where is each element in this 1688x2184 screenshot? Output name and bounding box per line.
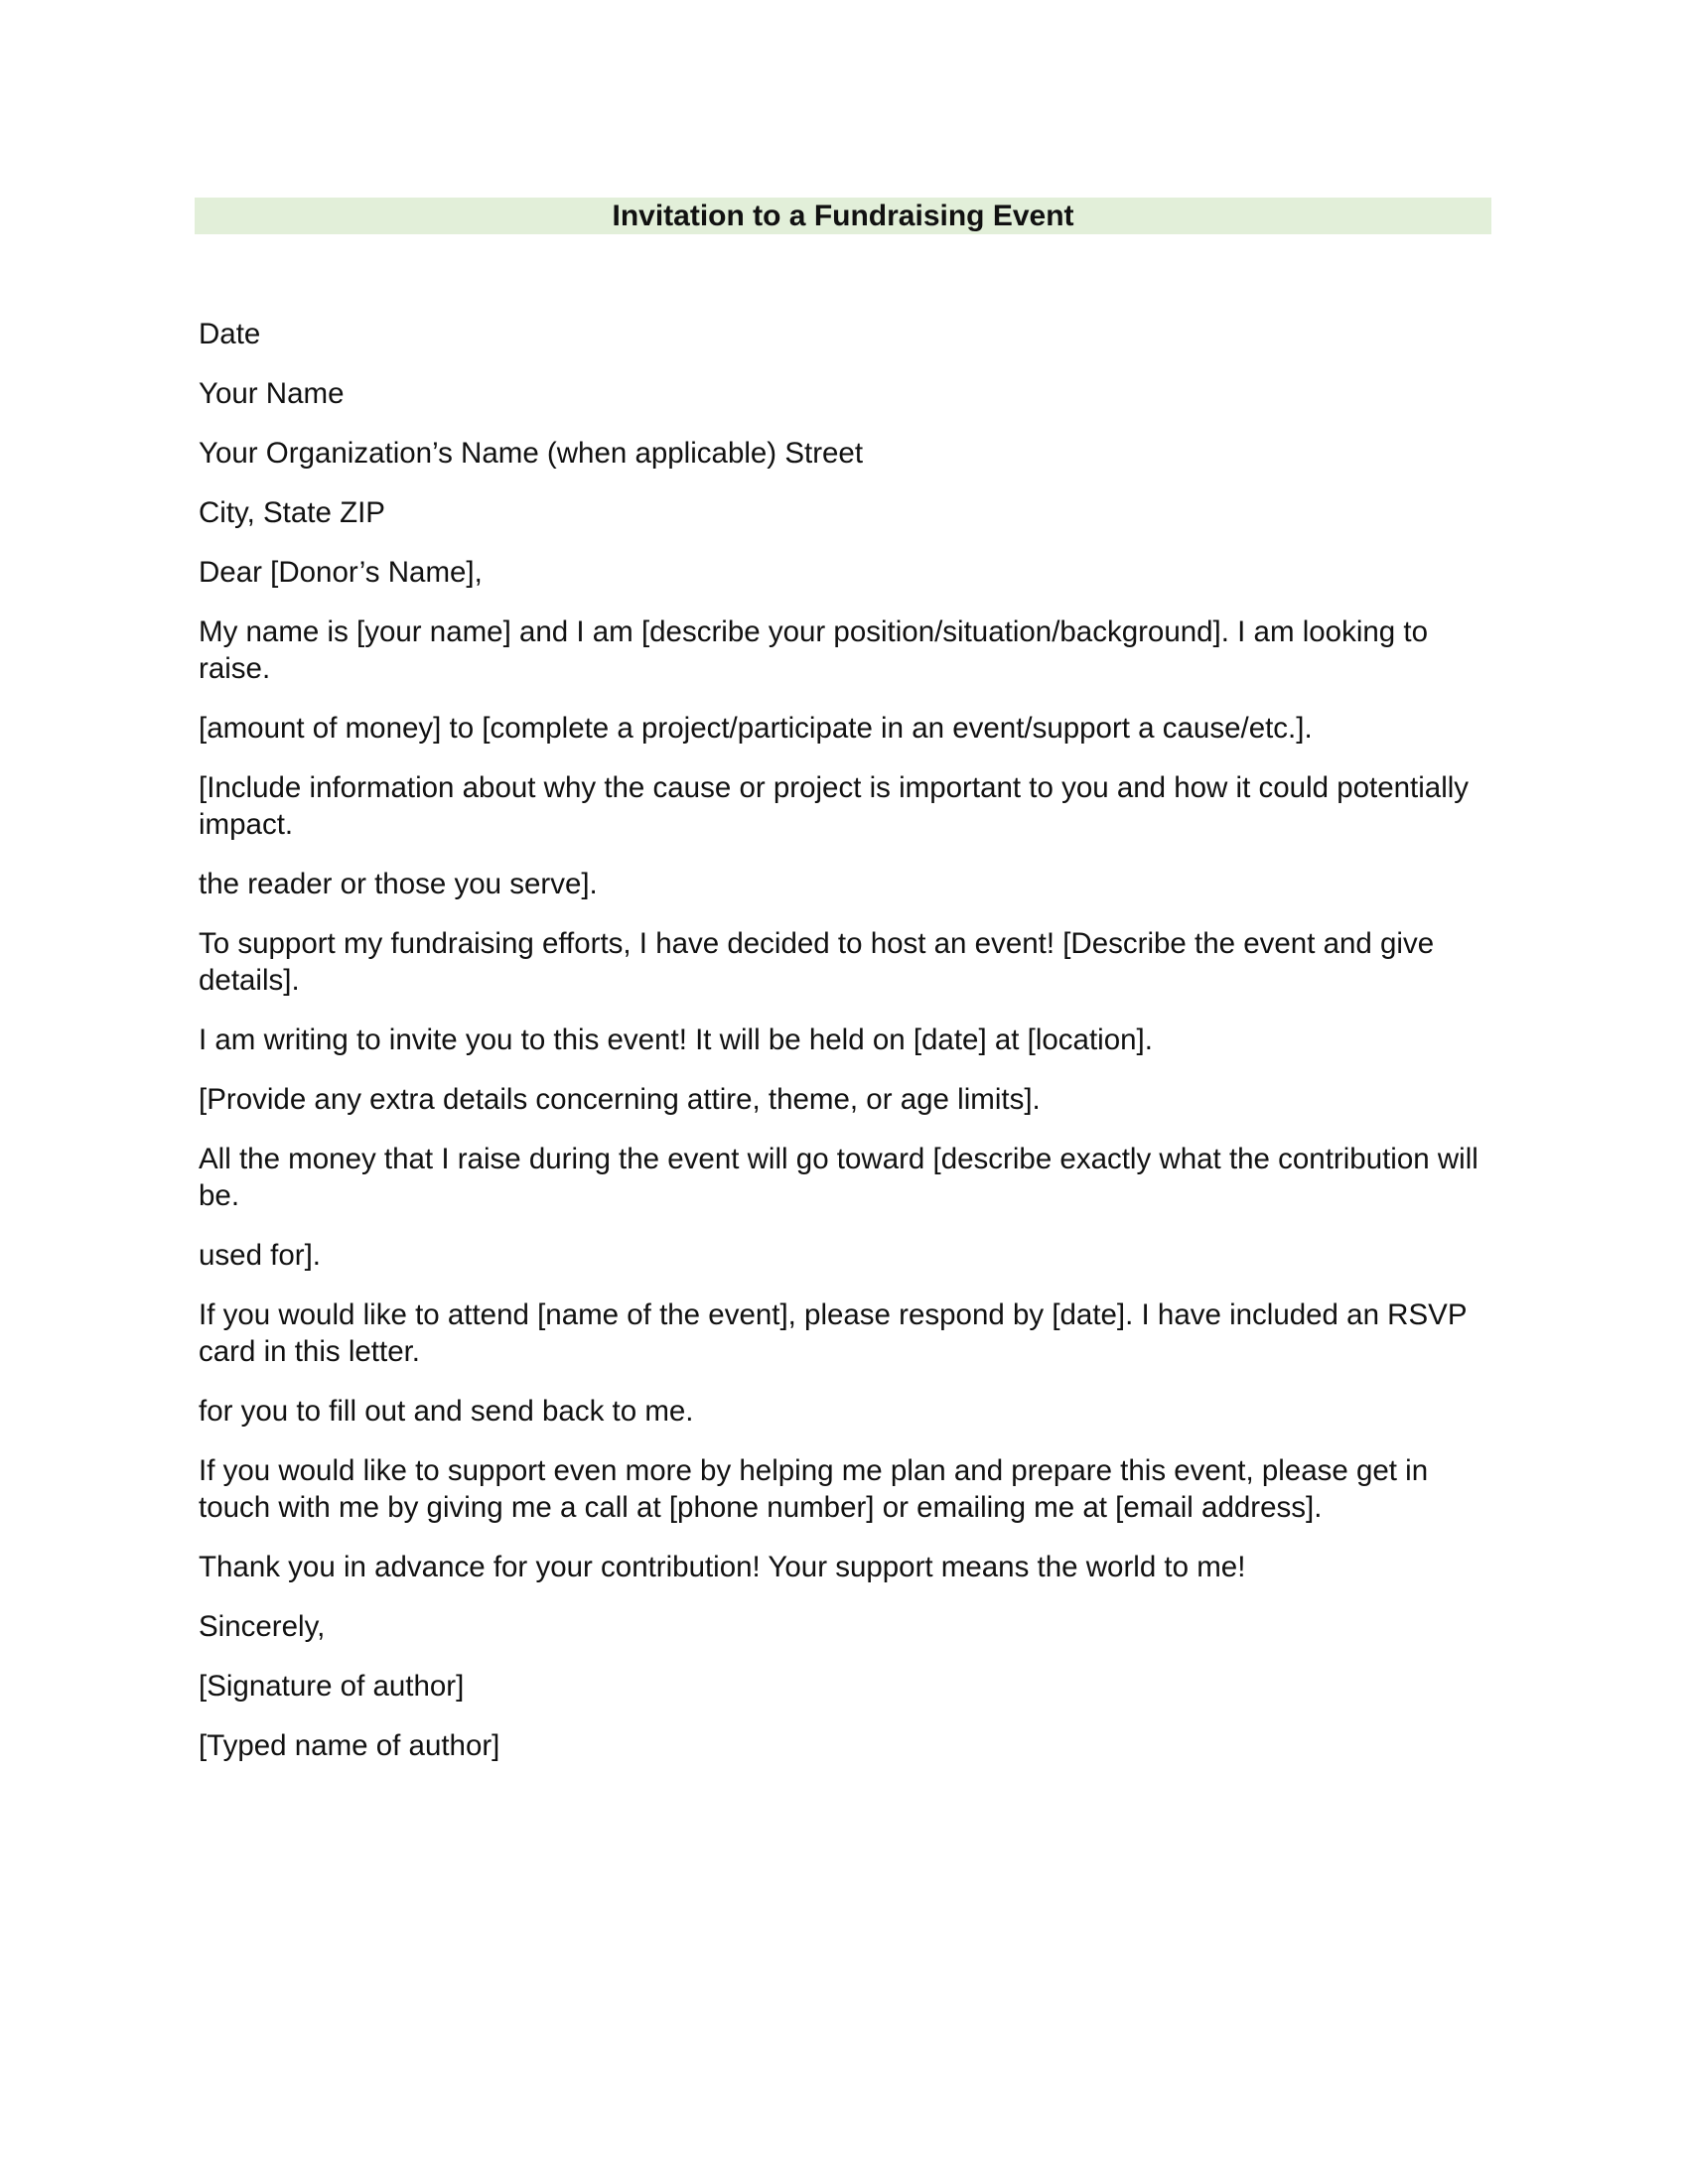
date-line: Date xyxy=(199,318,261,350)
salutation: Dear [Donor’s Name], xyxy=(199,556,483,589)
body-paragraph: [Include information about why the cause or project is important to you and how it could potentially impact. xyxy=(199,771,1470,841)
body-paragraph: [amount of money] to [complete a project/participate in an event/support a cause/etc.]. xyxy=(199,712,1313,745)
body-paragraph: I am writing to invite you to this event! It will be held on [date] at [location]. xyxy=(199,1024,1153,1056)
body-paragraph: used for]. xyxy=(199,1239,321,1272)
body-paragraph: Thank you in advance for your contribution! Your support means the world to me! xyxy=(199,1551,1246,1583)
sender-city-state-zip: City, State ZIP xyxy=(199,496,385,529)
body-paragraph: My name is [your name] and I am [describe your position/situation/background]. I am looking to raise. xyxy=(199,615,1428,685)
document-title: Invitation to a Fundraising Event xyxy=(612,200,1074,232)
letter-body xyxy=(199,316,1489,1787)
body-paragraph: for you to fill out and send back to me. xyxy=(199,1395,694,1428)
body-paragraph: If you would like to attend [name of the event], please respond by [date]. I have included an RSVP card in this letter. xyxy=(199,1298,1467,1368)
body-paragraph: All the money that I raise during the event will go toward [describe exactly what the contribution will be. xyxy=(199,1143,1478,1212)
sender-organization-street: Your Organization’s Name (when applicable) Street xyxy=(199,437,864,470)
sender-name: Your Name xyxy=(199,377,345,410)
body-paragraph: [Provide any extra details concerning attire, theme, or age limits]. xyxy=(199,1083,1041,1116)
body-paragraph: If you would like to support even more by helping me plan and prepare this event, please get in touch with me by giving me a call at [phone number] or emailing me at [email address]. xyxy=(199,1454,1429,1524)
signature-placeholder: [Signature of author] xyxy=(199,1670,465,1703)
title-banner xyxy=(195,198,1491,234)
typed-name-placeholder: [Typed name of author] xyxy=(199,1729,500,1762)
body-paragraph: To support my fundraising efforts, I have decided to host an event! [Describe the event and give details]. xyxy=(199,927,1435,997)
body-paragraph: the reader or those you serve]. xyxy=(199,868,598,900)
closing: Sincerely, xyxy=(199,1610,326,1643)
